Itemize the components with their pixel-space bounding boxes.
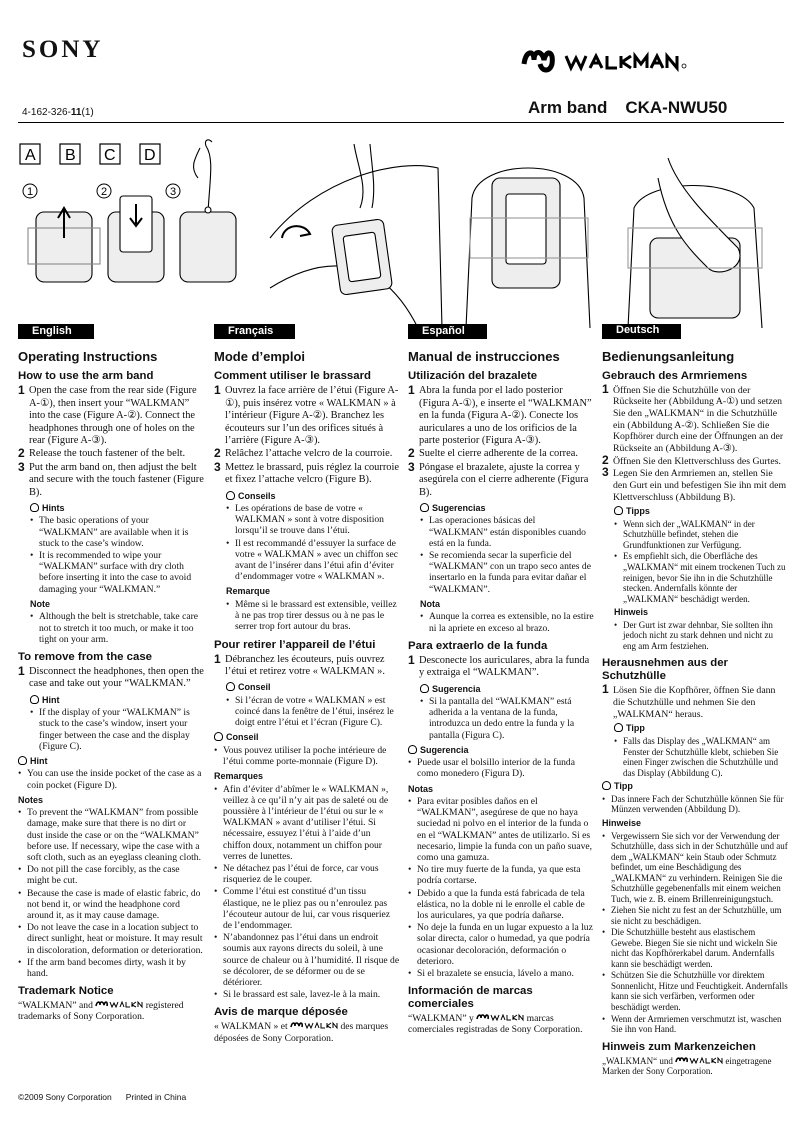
english-tm-text: “WALKMAN” and registered trademarks of Sony Corporation. [18,1000,184,1023]
french-step-3: 3 Mettez le brassard, puis réglez la courroie et fixez l’attache velcro (Figure B). [214,459,399,486]
french-use-heading: Comment utiliser le brassard [214,370,371,383]
hint-icon: Tipp [602,781,788,793]
english-step-1: 1 Open the case from the rear side (Figure A-①), then insert your “WALKMAN” into the case (Figure A-②). Connect the headphones through one of holes on the rear (Figure A-③). [18,383,197,447]
french-step-1: 1 Ouvrez la face arrière de l’étui (Figure A-①), puis insérez votre « WALKMAN » à l’intérieur (Figure A-②). Branchez les écouteurs sur l’un des orifices situés à l’arrière (Figure A-③). [214,383,399,447]
french-step-2: 2 Relâchez l’attache velcro de la courroie. [214,446,393,461]
french-remove-heading: Pour retirer l’appareil de l’étui [214,638,376,651]
walkman-logo [520,46,750,74]
french-tm-heading: Avis de marque déposée [214,1006,348,1019]
french-remove-step: 1 Débranchez les écouteurs, puis ouvrez l’étui et retirez votre « WALKMAN ». [214,651,385,677]
german-tm-heading: Hinweis zum Markenzeichen [602,1040,756,1053]
french-title: Mode d’emploi [214,349,305,365]
product-title: Arm band CKA-NWU50 [528,98,728,117]
english-use-heading: How to use the arm band [18,370,154,383]
column-german: Deutsch Bedienungsanleitung Gebrauch des Armriemens 1 Öffnen Sie die Schutzhülle von der Rückseite her (Abbildung A-①) und setzen Sie den „WALKMAN“ in die Schutzhülle ein (Abbildung A-②). Schließen Sie die Kopfhörer durch eine der Öffnungen an der Rückseite an (Abbildung A-③). 2 Öffnen Sie den Klettverschluss des Gurtes. 3 Legen Sie den Armriemen an, stellen Sie den Gurt ein und befestigen Sie ihn mit dem Klettverschluss (Abbildung B). Tipps • Wenn sich der „WALKMAN“ in der Schutzhülle befindet, stehen die Grundfunktionen zur Verfügung. • Es empfiehlt sich, die Oberfläche des „WALKMAN“ mit einem trockenen Tuch zu reinigen, bevor Sie ihn in die Schutzhülle stecken. Andernfalls könnte der „WALKMAN“ beschädigt werden. Hinweis • Der Gurt ist zwar dehnbar, Sie sollten ihn jedoch nicht zu stark dehnen und nicht zu eng am Arm festziehen. Herausnehmen aus der Schutzhülle 1 Lösen Sie die Kopfhörer, öffnen Sie dann die Schutzhülle und nehmen Sie den „WALKMAN“ heraus. Tipp • Falls das Display des „WALKMAN“ am Fenster der Schutzhülle klebt, schieben Sie einen Finger zwischen die Schutzhülle und das Display (Abbildung C). Tipp • Das innere Fach der Schutzhülle können Sie für Münzen verwenden (Abbildung D). Hinweise • Vergewissern Sie sich vor der Verwendung der Schutzhülle, dass sich in der Schutzhülle und auf dem „WALKMAN“ kein Staub oder Schmutz befindet, um eine Beschädigung des „WALKMAN“ zu verhindern. Reinigen Sie die Schutzhülle gegebenenfalls mit einem weichen Tuch, wie z. B. einem Brillenreinigungstuch. • Ziehen Sie nicht zu fest an der Schutzhülle, um sie nicht zu beschädigen. • Die Schutzhülle besteht aus elastischem Gewebe. Biegen Sie sie nicht und wickeln Sie nicht das Kopfhörerkabel darum. Andernfalls kann sie beschädigt werden. • Schützen Sie die Schutzhülle vor direktem Sonnenlicht, Hitze und Feuchtigkeit. Andernfalls kann sie sich verfärben, verformen oder beschädigt werden. • Wenn der Armriemen verschmutzt ist, waschen Sie ihn von Hand. Hinweis zum Markenzeichen „WALKMAN“ und eingetragene Marken der Sony Corporation. [602,324,788,1077]
spanish-tm-text: “WALKMAN” y marcas comerciales registradas de Sony Corporation. [408,1013,583,1036]
spanish-remove-step: 1 Desconecte los auriculares, abra la funda y extraiga el “WALKMAN”. [408,652,590,679]
column-french: Français Mode d’emploi Comment utiliser le brassard 1 Ouvrez la face arrière de l’étui (Figure A-①), puis insérez votre « WALKMAN » à l’intérieur (Figure A-②). Branchez les écouteurs sur l’un des orifices situés à l’arrière (Figure A-③). 2 Relâchez l’attache velcro de la courroie. 3 Mettez le brassard, puis réglez la courroie et fixez l’attache velcro (Figure B). Conseils • Les opérations de base de votre « WALKMAN » sont à votre disposition lorsqu’il se trouve dans l’étui. • Il est recommandé d’essuyer la surface de votre « WALKMAN » avec un chiffon sec avant de l’insérer dans l’étui afin d’éviter d’endommager votre « WALKMAN ». Remarque • Même si le brassard est extensible, veillez à ne pas trop tirer dessus ou à ne pas le serrer trop fort autour du bras. Pour retirer l’appareil de l’étui 1 Débranchez les écouteurs, puis ouvrez l’étui et retirez votre « WALKMAN ». Conseil • Si l’écran de votre « WALKMAN » est coincé dans la fenêtre de l’étui, insérez le doigt entre l’étui et l’écran (Figure C). Conseil • Vous pouvez utiliser la poche intérieure de l’étui comme porte-monnaie (Figure D). Remarques • Afin d’éviter d’abîmer le « WALKMAN », veillez à ce qu’il n’y ait pas de saleté ou de poussière à l’intérieur de l’étui ou sur le « WALKMAN » avant d’utiliser l’étui. Si nécessaire, essuyez l’étui à l’aide d’un chiffon doux, notamment un chiffon pour verres de lunettes. • Ne détachez pas l’étui de force, car vous risqueriez de le couper. • Comme l’étui est constitué d’un tissu élastique, ne le pliez pas ou n’enroulez pas l’écouteur autour de lui, car vous risqueriez de l’endommager. • N’abandonnez pas l’étui dans un endroit soumis aux rayons directs du soleil, à une source de chaleur ou à l’humidité. Il risque de se décolorer, de se déformer ou de se détériorer. • Si le brassard est sale, lavez-le à la main. Avis de marque déposée « WALKMAN » et des marques déposées de Sony Corporation. [214,324,400,1044]
svg-text:3: 3 [170,186,177,198]
hint-icon: Conseil [226,681,400,693]
hint-icon: Hints [30,502,204,514]
spanish-use-heading: Utilización del brazalete [408,370,538,383]
hint-icon: Conseils [226,490,400,502]
spanish-title: Manual de instrucciones [408,349,560,365]
hint-icon: Sugerencia [408,744,594,756]
english-tm-heading: Trademark Notice [18,985,114,998]
doc-code: 4-162-326-11(1) [22,107,94,118]
page-footer [18,1092,186,1102]
hint-icon: Tipp [614,723,788,735]
model-number: CKA-NWU50 [625,98,728,117]
copyright: ©2009 Sony Corporation [18,1092,112,1102]
printed-in: Printed in China [125,1092,187,1102]
german-use-heading: Gebrauch des Armriemens [602,369,748,382]
header-rule [18,122,784,123]
german-step-1: 1 Öffnen Sie die Schutzhülle von der Rückseite her (Abbildung A-①) und setzen Sie den „WALKMAN“ in die Schutzhülle ein (Abbildung A-②). Schließen Sie die Kopfhörer durch eine der Öffnungen an der Rückseite an (Abbildung A-③). [602,381,784,454]
german-remove-step: 1 Lösen Sie die Kopfhörer, öffnen Sie dann die Schutzhülle und nehmen Sie den „WALKMAN“ heraus. [602,682,776,720]
figure-illustrations [18,138,788,328]
german-step-2: 2 Öffnen Sie den Klettverschluss des Gurtes. [602,452,781,467]
figure-label-a-text: A [25,147,36,164]
lang-tab-german: Deutsch [602,324,681,339]
hint-icon: Conseil [214,731,400,743]
english-remove-step: 1 Disconnect the headphones, then open the case and take out your “WALKMAN.” [18,663,204,690]
walkman-mini-logo [476,1013,524,1022]
figure-label-c-text: C [104,147,116,164]
lang-tab-spanish: Español [408,324,487,339]
hint-icon: Tipps [614,506,788,518]
spanish-step-2: 2 Suelte el cierre adherente de la correa. [408,446,578,461]
english-remove-heading: To remove from the case [18,650,152,663]
spanish-step-3: 3 Póngase el brazalete, ajuste la correa y asegúrela con el cierre adherente (Figura B). [408,459,589,498]
german-remove-heading: Herausnehmen aus der Schutzhülle [602,657,728,683]
hint-icon: Sugerencias [420,502,594,514]
hint-icon: Hint [30,694,204,706]
svg-text:2: 2 [101,186,108,198]
walkman-mini-logo [675,1056,723,1065]
figure-label-d-text: D [144,147,156,164]
english-step-2: 2 Release the touch fastener of the belt. [18,446,186,461]
hint-icon: Sugerencia [420,683,594,695]
page-header [0,0,802,120]
figure-label-b-text: B [65,147,76,164]
spanish-remove-heading: Para extraerlo de la funda [408,639,548,652]
column-english: English Operating Instructions How to use the arm band 1 Open the case from the rear side (Figure A-①), then insert your “WALKMAN” into the case (Figure A-②). Connect the headphones through one of holes on the rear (Figure A-③). 2 Release the touch fastener of the belt. 3 Put the arm band on, then adjust the belt and secure with the touch fastener (Figure B). Hints • The basic operations of your “WALKMAN” are available when it is stuck to the case’s window. • It is recommended to wipe your “WALKMAN” surface with dry cloth before inserting it into the case to avoid damaging your “WALKMAN.” Note • Although the belt is stretchable, take care not to stretch it too much, or make it too tight on your arm. To remove from the case 1 Disconnect the headphones, then open the case and take out your “WALKMAN.” Hint • If the display of your “WALKMAN” is stuck to the case’s window, insert your finger between the case and the display (Figure C). Hint • You can use the inside pocket of the case as a coin pocket (Figure D). Notes • To prevent the “WALKMAN” from possible damage, make sure that there is no dirt or dust inside the case or on the “WALKMAN” before use. If necessary, wipe the case with a soft cloth, such as an eyeglass cleaning cloth. • Do not pill the case forcibly, as the case might be cut. • Because the case is made of elastic fabric, do not bend it, or wind the headphone cord around it, as it may cause damage. • Do not leave the case in a location subject to direct sunlight, heat or moisture. It may result in discoloration, deformation or deterioration. • If the arm band becomes dirty, wash it by hand. Trademark Notice “WALKMAN” and registered trademarks of Sony Corporation. [18,324,204,1023]
german-step-3: 3 Legen Sie den Armriemen an, stellen Sie den Gurt ein und befestigen Sie ihn mit dem Klettverschluss (Abbildung B). [602,465,787,503]
hint-icon: Hint [18,755,204,767]
german-tm-text: „WALKMAN“ und eingetragene Marken der Sony Corporation. [602,1055,772,1077]
english-step-3: 3 Put the arm band on, then adjust the belt and secure with the touch fastener (Figure B). [18,459,204,498]
spanish-tm-heading: Información de marcas comerciales [408,985,533,1011]
walkman-mini-logo [290,1021,338,1030]
walkman-mini-logo [95,1000,143,1009]
sony-logo: SONY [22,36,104,63]
german-title: Bedienungsanleitung [602,348,735,364]
lang-tab-french: Français [214,324,295,339]
column-spanish: Español Manual de instrucciones Utilización del brazalete 1 Abra la funda por el lado posterior (Figura A-①), e inserte el “WALKMAN” en la funda (Figura A-②). Conecte los auriculares a uno de los orificios de la parte posterior (Figura A-③). 2 Suelte el cierre adherente de la correa. 3 Póngase el brazalete, ajuste la correa y asegúrela con el cierre adherente (Figura B). Sugerencias • Las operaciones básicas del “WALKMAN” están disponibles cuando está en la funda. • Se recomienda secar la superficie del “WALKMAN” con un trapo seco antes de insertarlo en la funda para evitar dañar el “WALKMAN”. Nota • Aunque la correa es extensible, no la estire ni la apriete en exceso al brazo. Para extraerlo de la funda 1 Desconecte los auriculares, abra la funda y extraiga el “WALKMAN”. Sugerencia • Si la pantalla del “WALKMAN” está adherida a la ventana de la funda, introduzca un dedo entre la funda y la pantalla (Figura C). Sugerencia • Puede usar el bolsillo interior de la funda como monedero (Figura D). Notas • Para evitar posibles daños en el “WALKMAN”, asegúrese de que no haya suciedad ni polvo en el interior de la funda o en el “WALKMAN” antes de utilizarlo. Si es necesario, limpie la funda con un paño suave, como una gamuza. • No tire muy fuerte de la funda, ya que esta podría cortarse. • Debido a que la funda está fabricada de tela elástica, no la doble ni le enrolle el cable de los auriculares, ya que podría dañarse. • No deje la funda en un lugar expuesto a la luz solar directa, calor o humedad, ya que podría ocasionar decoloración, deformación o deterioro. • Si el brazalete se ensucia, lávelo a mano. Información de marcas comerciales “WALKMAN” y marcas comerciales registradas de Sony Corporation. [408,324,594,1036]
english-title: Operating Instructions [18,349,158,365]
svg-text:1: 1 [27,186,34,198]
lang-tab-english: English [18,324,94,339]
spanish-step-1: 1 Abra la funda por el lado posterior (Figura A-①), e inserte el “WALKMAN” en la funda (Figura A-②). Conecte los auriculares a uno de los orificios de la parte posterior (Figura A-③). [408,383,592,447]
french-tm-text: « WALKMAN » et des marques déposées de Sony Corporation. [214,1021,389,1044]
english-hints: Hints • The basic operations of your “WALKMAN” are available when it is stuck to the case’s window. • It is recommended to wipe your “WALKMAN” surface with dry cloth before inserting it into the case to avoid damaging your “WALKMAN.” Note • Although the belt is stretchable, take care not to stretch it too much, or make it too tight on your arm. [18,502,204,645]
